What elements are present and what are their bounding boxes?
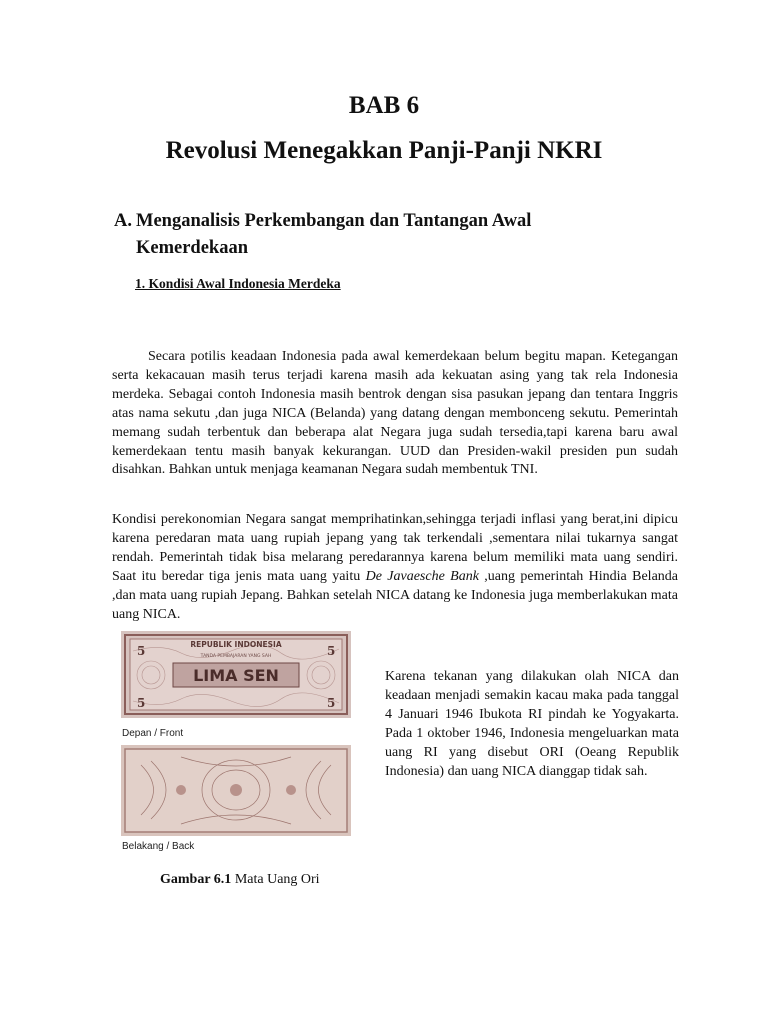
- paragraph-2-text-b: ,uang pemerintah Hindia Belanda ,dan mata uang rupiah Jepang. Bahkan setelah NICA datang ke Indonesia juga memberlakukan mata uang NICA.: [112, 568, 678, 622]
- section-title: Menganalisis Perkembangan dan Tantangan Awal Kemerdekaan: [136, 211, 532, 258]
- banknote-back-image: [121, 745, 351, 836]
- banknote-value-text: LIMA SEN: [193, 666, 279, 685]
- banknote-corner-number: 5: [327, 644, 336, 658]
- chapter-heading: BAB 6: [348, 92, 420, 119]
- paragraph-2-italic: De Javaesche Bank: [365, 568, 479, 584]
- banknote-front-label: Depan / Front: [122, 728, 184, 739]
- chapter-title: Revolusi Menegakkan Panji-Panji NKRI: [165, 137, 603, 164]
- banknote-corner-number: 5: [327, 696, 336, 710]
- paragraph-2: [112, 511, 678, 624]
- paragraph-2-text-a: Kondisi perekonomian Negara sangat memprihatinkan,sehingga terjadi inflasi yang berat,ini dipicu karena peredaran mata uang rupiah jepang yang tak terkendali ,sementara nilai tukarnya sangat rendah. Pemerintah tidak bisa melarang peredarannya karena belum memiliki mata uang sendiri. Saat itu beredar tiga jenis mata uang yaitu: [112, 512, 678, 584]
- caption-text: Mata Uang Ori: [231, 872, 320, 887]
- caption-label: Gambar 6.1: [160, 872, 232, 887]
- banknote-corner-number: 5: [137, 644, 146, 658]
- paragraph-1: Secara potilis keadaan Indonesia pada awal kemerdekaan belum begitu mapan. Ketegangan serta kekacauan masih terus terjadi karena masih ada kekuatan asing yang tak rela Indonesia merdeka. Sebagai contoh Indonesia masih bentrok dengan sisa pasukan jepang dan tentara Inggris atas nama sekutu ,dan juga NICA (Belanda) yang datang dengan membonceng sekutu. Pemerintah memang sudah terbentuk dan beberapa alat Negara juga sudah tersedia,tapi karena baru awal kemerdekaan tentu masih banyak kekurangan. UUD dan Presiden-wakil presiden pun sudah disahkan. Bahkan untuk menjaga keamanan Negara sudah membentuk TNI.: [112, 349, 678, 478]
- banknote-back-label: Belakang / Back: [122, 841, 195, 852]
- banknote-subtext: TANDA PEMBAJARAN YANG SAH: [200, 654, 272, 659]
- paragraph-3: Karena tekanan yang dilakukan olah NICA dan keadaan menjadi semakin kacau maka pada tanggal 4 Januari 1946 Ibukota RI pindah ke Yogyakarta. Pada 1 oktober 1946, Indonesia mengeluarkan mata uang RI yang disebut ORI (Oeang Republik Indonesia) dan uang NICA dianggap tidak sah.: [385, 669, 679, 779]
- figure-caption: [160, 872, 320, 888]
- section-letter: A.: [114, 211, 132, 231]
- banknote-front-image: [121, 631, 351, 718]
- banknote-corner-number: 5: [137, 696, 146, 710]
- subsection-heading: 1. Kondisi Awal Indonesia Merdeka: [135, 276, 341, 291]
- banknote-header-text: REPUBLIK INDONESIA: [190, 640, 282, 649]
